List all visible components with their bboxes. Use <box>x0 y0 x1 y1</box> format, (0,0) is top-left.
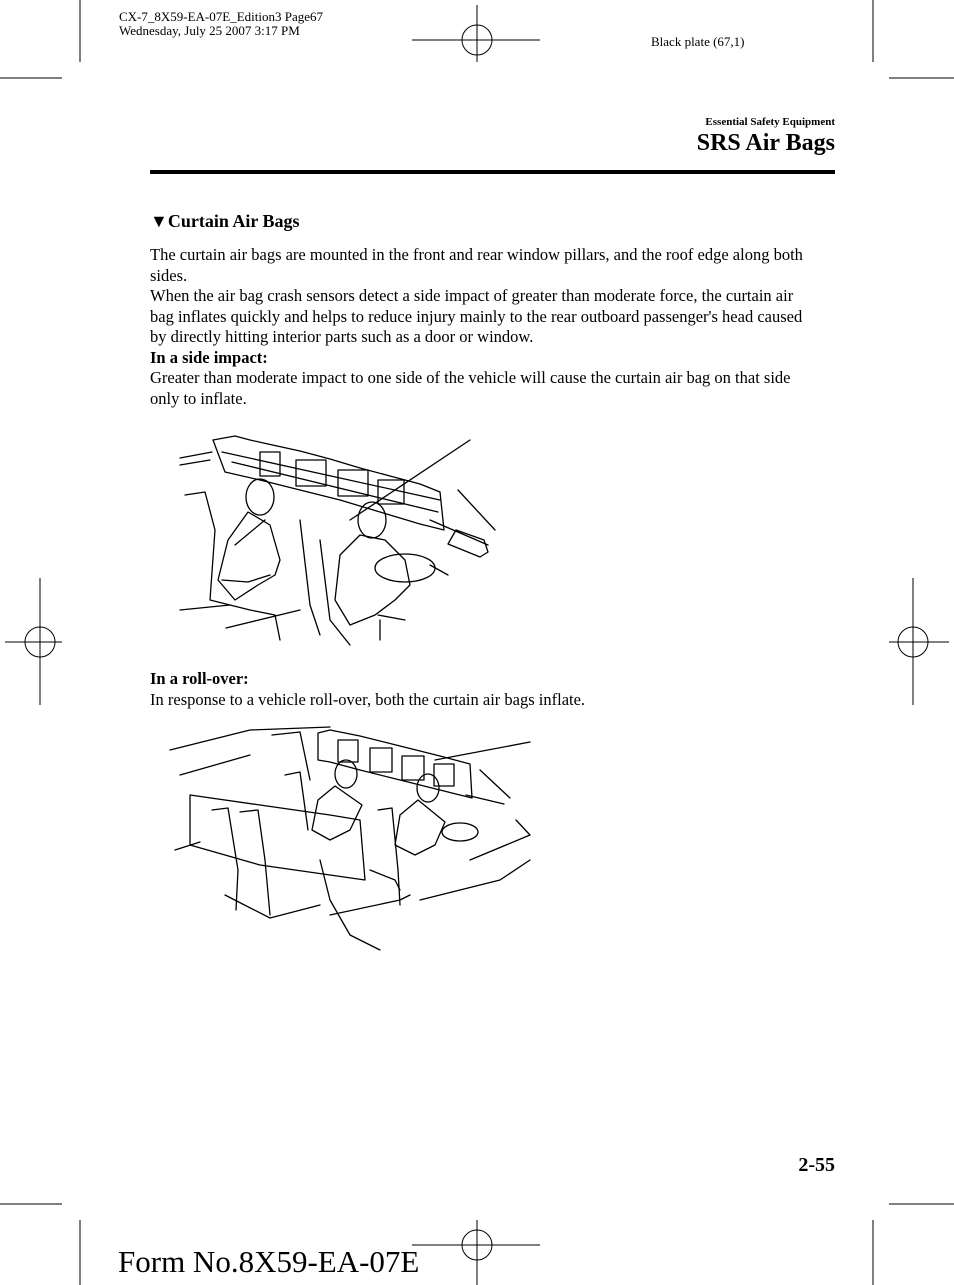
section-name: Essential Safety Equipment <box>705 116 835 128</box>
plate-label: Black plate (67,1) <box>651 34 745 49</box>
page-number: 2-55 <box>798 1154 835 1176</box>
paragraph-mounting: The curtain air bags are mounted in the front and rear window pillars, and the roof edge along both sides. <box>150 245 803 285</box>
page-title: SRS Air Bags <box>696 130 835 156</box>
section-heading-text: Curtain Air Bags <box>167 211 300 231</box>
print-slug-filename: CX-7_8X59-EA-07E_Edition3 Page67 <box>119 9 324 24</box>
paragraph-inflation: When the air bag crash sensors detect a side impact of greater than moderate force, the curtain air bag inflates quickly and helps to reduce injury mainly to the rear outboard passenger's head caused by directly hitting interior parts such as a door or window. <box>150 286 803 346</box>
form-number: Form No.8X59-EA-07E <box>118 1244 420 1279</box>
side-impact-label: In a side impact: <box>150 347 268 367</box>
rollover-label: In a roll-over: <box>150 669 249 688</box>
side-impact-text: Greater than moderate impact to one side of the vehicle will cause the curtain air bag on that side only to inflate. <box>150 368 791 408</box>
rollover-text: In response to a vehicle roll-over, both the curtain air bags inflate. <box>150 689 586 709</box>
triangle-marker-icon: ▼ <box>150 211 168 231</box>
print-slug-timestamp: Wednesday, July 25 2007 3:17 PM <box>119 23 300 38</box>
